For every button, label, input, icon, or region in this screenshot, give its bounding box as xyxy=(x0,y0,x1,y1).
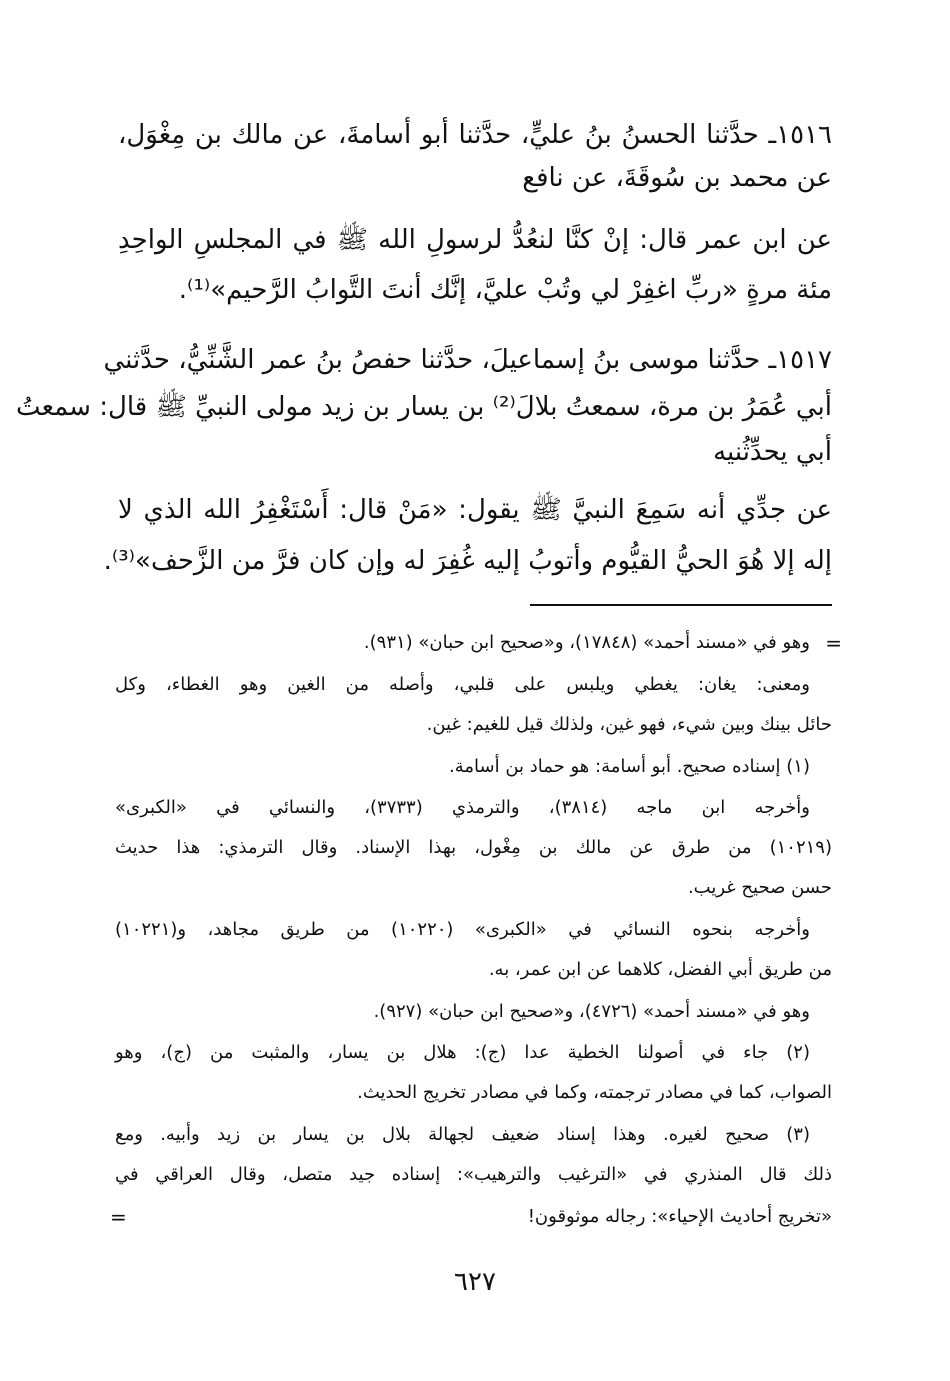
footnote-line: «تخريج أحاديث الإحياء»: رجاله موثوقون! xyxy=(527,1206,832,1227)
hadith-1516-line-1: ١٥١٦ـ حدَّثنا الحسنُ بنُ عليٍّ، حدَّثنا أبو أسامةَ، عن مالك بن مِغْوَل، xyxy=(118,120,832,150)
page-number: ٦٢٧ xyxy=(454,1267,496,1297)
hadith-1516-matn-line-1: عن ابن عمر قال: إنْ كنَّا لنعُدُّ لرسولِ الله ﷺ في المجلسِ الواحِدِ xyxy=(118,225,832,255)
footnote-line: وهو في «مسند أحمد» (١٧٨٤٨)، و«صحيح ابن حبان» (٩٣١). xyxy=(363,632,810,653)
footnote-line: ذلك قال المنذري في «الترغيب والترهيب»: إسناده جيد متصل، وقال العراقي في xyxy=(115,1164,832,1185)
hadith-1517-line-1: ١٥١٧ـ حدَّثنا موسى بنُ إسماعيلَ، حدَّثنا حفصُ بنُ عمر الشَّنِّيُّ، حدَّثني xyxy=(103,345,832,375)
hadith-1516-matn-line-2: مئة مرةٍ «ربِّ اغفِرْ لي وتُبْ عليَّ، إنَّك أنتَ التَّوابُ الرَّحيم»⁽¹⁾. xyxy=(178,275,832,305)
continuation-mark-top: = xyxy=(825,631,842,655)
footnote-line: (٣) صحيح لغيره. وهذا إسناد ضعيف لجهالة بلال بن يسار بن زيد وأبيه. ومع xyxy=(115,1124,810,1145)
footnote-line: (٢) جاء في أصولنا الخطية عدا (ج): هلال بن يسار، والمثبت من (ج)، وهو xyxy=(115,1042,810,1063)
hadith-1516-line-2: عن محمد بن سُوقَةَ، عن نافع xyxy=(522,163,832,193)
hadith-1517-matn-line-1: عن جدِّي أنه سَمِعَ النبيَّ ﷺ يقول: «مَنْ قال: أَسْتَغْفِرُ الله الذي لا xyxy=(118,495,832,525)
footnote-line: وهو في «مسند أحمد» (٤٧٢٦)، و«صحيح ابن حبان» (٩٢٧). xyxy=(373,1001,810,1022)
footnote-line: ومعنى: يغان: يغطي ويلبس على قلبي، وأصله من الغين وهو الغطاء، وكل xyxy=(115,674,810,695)
footnote-line: وأخرجه ابن ماجه (٣٨١٤)، والترمذي (٣٧٣٣)، والنسائي في «الكبرى» xyxy=(115,797,810,818)
hadith-1517-line-2: أبي عُمَرُ بن مرة، سمعتُ بلالَ⁽²⁾ بن يسار بن زيد مولى النبيِّ ﷺ قال: سمعتُ xyxy=(16,392,832,422)
footnote-line: وأخرجه بنحوه النسائي في «الكبرى» (١٠٢٢٠) من طريق مجاهد، و(١٠٢٢١) xyxy=(115,919,811,940)
hadith-1517-matn-line-2: إله إلا هُوَ الحيُّ القيُّوم وأتوبُ إليه غُفِرَ له وإن كان فرَّ من الزَّحف»⁽³⁾. xyxy=(103,546,832,576)
footnote-line: حائل بينك وبين شيء، فهو غين، ولذلك قيل للغيم: غين. xyxy=(426,714,832,735)
footnote-line: (١٠٢١٩) من طرق عن مالك بن مِغْول، بهذا الإسناد. وقال الترمذي: هذا حديث xyxy=(115,837,832,858)
hadith-1517-line-3: أبي يحدِّثُنيه xyxy=(713,437,832,467)
footnote-line: من طريق أبي الفضل، كلاهما عن ابن عمر، به. xyxy=(488,959,832,980)
footnote-line: (١) إسناده صحيح. أبو أسامة: هو حماد بن أسامة. xyxy=(449,756,810,777)
footnote-line: حسن صحيح غريب. xyxy=(687,877,832,898)
footnote-line: الصواب، كما في مصادر ترجمته، وكما في مصادر تخريج الحديث. xyxy=(357,1082,832,1103)
continuation-mark-bottom: = xyxy=(110,1205,127,1229)
footnote-separator xyxy=(530,604,832,606)
